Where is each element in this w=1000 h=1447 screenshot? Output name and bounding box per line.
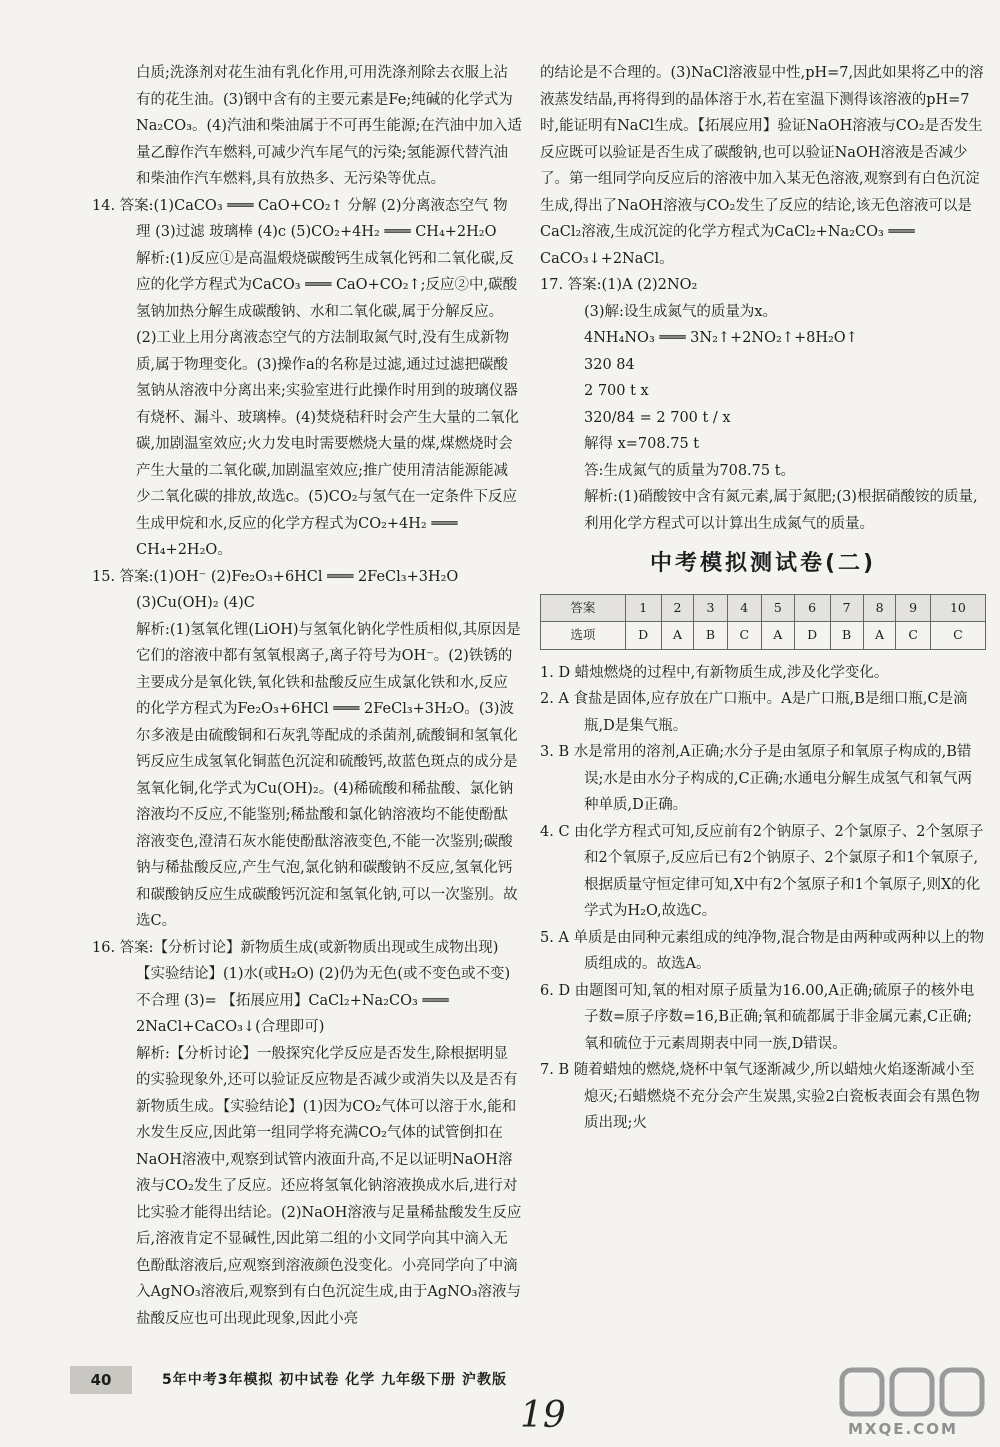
answer-paragraph: 320 84 [584, 356, 635, 373]
right-column-answers [540, 60, 986, 537]
answer-paragraph: 解析:(1)硝酸铵中含有氮元素,属于氮肥;(3)根据硝酸铵的质量,利用化学方程式可以计算出生成氮气的质量。 [584, 489, 978, 532]
question-number: 5 [761, 594, 794, 622]
explanation-paragraph: 5. A 单质是由同种元素组成的纯净物,混合物是由两种或两种以上的物质组成的。故选A。 [540, 929, 985, 972]
answer-table-header-label: 答案 [541, 594, 626, 622]
answer-paragraph: (3)解:设生成氮气的质量为x。 [584, 303, 778, 320]
answer-paragraph: 白质;洗涤剂对花生油有乳化作用,可用洗涤剂除去衣服上沾有的花生油。(3)钢中含有的主要元素是Fe;纯碱的化学式为Na₂CO₃。(4)汽油和柴油属于不可再生能源;在汽油中加入适量乙醇作汽车燃料,可减少汽车尾气的污染;氢能源代替汽油和柴油作汽车燃料,具有放热多、无污染等优点。 [136, 65, 522, 187]
answer-table-choice-row [541, 622, 986, 650]
question-number: 1 [625, 594, 661, 622]
question-number: 8 [863, 594, 896, 622]
answer-paragraph: 14. 答案:(1)CaCO₃ ═══ CaO+CO₂↑ 分解 (2)分离液态空气 物理 (3)过滤 玻璃棒 (4)c (5)CO₂+4H₂ ═══ CH₄+2H₂O [92, 197, 508, 240]
explanation-paragraph: 4. C 由化学方程式可知,反应前有2个钠原子、2个氯原子、2个氢原子和2个氧原子,反应后已有2个钠原子、2个氯原子和1个氧原子,根据质量守恒定律可知,X中有2个氢原子和1个氧原子,则X的化学式为H₂O,故选C。 [540, 823, 984, 919]
answer-paragraph: 的结论是不合理的。(3)NaCl溶液显中性,pH=7,因此如果将乙中的溶液蒸发结晶,再将得到的晶体溶于水,若在室温下测得该溶液的pH=7时,能证明有NaCl生成。【拓展应用】验证NaOH溶液与CO₂是否发生反应既可以验证是否生成了碳酸钠,也可以验证NaOH溶液是否减少了。第一组同学向反应后的溶液中加入某无色溶液,观察到有白色沉淀生成,得出了NaOH溶液与CO₂发生了反应的结论,该无色溶液可以是CaCl₂溶液,生成沉淀的化学方程式为CaCl₂+Na₂CO₃ ═══ CaCO₃↓+2NaCl。 [540, 65, 984, 267]
question-number: 9 [896, 594, 930, 622]
page-footer [70, 1366, 950, 1394]
left-column [92, 60, 522, 1332]
answer-choice: B [830, 622, 863, 650]
question-number: 6 [794, 594, 830, 622]
answer-choice: A [863, 622, 896, 650]
answer-paragraph: 解析:【分析讨论】一般探究化学反应是否发生,除根据明显的实验现象外,还可以验证反应物是否减少或消失以及是否有新物质生成。【实验结论】(1)因为CO₂气体可以溶于水,能和水发生反应,因此第一组同学将充满CO₂气体的试管倒扣在NaOH溶液中,观察到试管内液面升高,不足以证明NaOH溶液与CO₂发生了反应。还应将氢氧化钠溶液换成水后,进行对比实验才能得出结论。(2)NaOH溶液与足量稀盐酸发生反应后,溶液肯定不显碱性,因此第二组的小文同学向其中滴入无色酚酞溶液后,应观察到溶液颜色没变化。小亮同学向了中滴入AgNO₃溶液后,观察到有白色沉淀生成,由于AgNO₃溶液与盐酸反应也可出现此现象,因此小亮 [136, 1045, 522, 1327]
explanation-paragraph: 3. B 水是常用的溶剂,A正确;水分子是由氢原子和氧原子构成的,B错误;水是由水分子构成的,C正确;水通电分解生成氢气和氧气两种单质,D正确。 [540, 744, 972, 813]
question-number: 2 [661, 594, 694, 622]
answer-paragraph: 16. 答案:【分析讨论】新物质生成(或新物质出现或生成物出现) 【实验结论】(1)水(或H₂O) (2)仍为无色(或不变色或不变) 不合理 (3)= 【拓展应用】CaCl₂+Na₂CO₃ ═══ 2NaCl+CaCO₃↓(合理即可) [92, 939, 511, 1035]
handwritten-page-mark: 19 [520, 1395, 566, 1436]
explanation-paragraph: 1. D 蜡烛燃烧的过程中,有新物质生成,涉及化学变化。 [540, 664, 889, 681]
answer-paragraph: 解得 x=708.75 t [584, 436, 700, 452]
answer-choice: A [761, 622, 794, 650]
answer-paragraph: 解析:(1)反应①是高温煅烧碳酸钙生成氧化钙和二氧化碳,反应的化学方程式为CaCO₃ ═══ CaO+CO₂↑;反应②中,碳酸氢钠加热分解生成碳酸钠、水和二氧化碳,属于分解反应。(2)工业上用分离液态空气的方法制取氮气时,没有生成新物质,属于物理变化。(3)操作a的名称是过滤,通过过滤把碳酸氢钠从溶液中分离出来;实验室进行此操作时用到的玻璃仪器有烧杯、漏斗、玻璃棒。(4)焚烧秸秆时会产生大量的二氧化碳,加剧温室效应;火力发电时需要燃烧大量的煤,煤燃烧时会产生大量的二氧化碳,加剧温室效应;推广使用清洁能源能减少二氧化碳的排放,故选c。(5)CO₂与氢气在一定条件下反应生成甲烷和水,反应的化学方程式为CO₂+4H₂ ═══ CH₄+2H₂O。 [136, 250, 520, 558]
question-number: 7 [830, 594, 863, 622]
answer-table-number-row [541, 594, 986, 622]
question-number: 3 [694, 594, 727, 622]
answer-choice: D [625, 622, 661, 650]
answer-choice: D [794, 622, 830, 650]
answer-choice: A [661, 622, 694, 650]
question-number: 10 [930, 594, 985, 622]
answer-paragraph: 2 700 t x [584, 383, 649, 399]
explanation-paragraph: 2. A 食盐是固体,应存放在广口瓶中。A是广口瓶,B是细口瓶,C是滴瓶,D是集气瓶。 [540, 691, 968, 734]
section-title: 中考模拟测试卷(二) [649, 551, 877, 576]
answer-choice: C [930, 622, 985, 650]
section-title-wrap [540, 549, 986, 580]
question-number: 4 [727, 594, 761, 622]
answer-choice: C [727, 622, 761, 650]
right-column-explanations [540, 660, 986, 1137]
page-number: 40 [70, 1366, 132, 1394]
answer-choice: C [896, 622, 930, 650]
explanation-paragraph: 7. B 随着蜡烛的燃烧,烧杯中氧气逐渐减少,所以蜡烛火焰逐渐减小至熄灭;石蜡燃烧不充分会产生炭黑,实验2白瓷板表面会有黑色物质出现;火 [540, 1062, 980, 1131]
answer-paragraph: 4NH₄NO₃ ═══ 3N₂↑+2NO₂↑+8H₂O↑ [584, 330, 858, 346]
right-column [540, 60, 986, 1137]
answer-paragraph: 320/84 = 2 700 t / x [584, 409, 731, 426]
answer-table [540, 594, 986, 650]
answer-paragraph: 解析:(1)氢氧化锂(LiOH)与氢氧化钠化学性质相似,其原因是它们的溶液中都有氢氧根离子,离子符号为OH⁻。(2)铁锈的主要成分是氧化铁,氧化铁和盐酸反应生成氯化铁和水,反应的化学方程式为Fe₂O₃+6HCl ═══ 2FeCl₃+3H₂O。(3)波尔多液是由硫酸铜和石灰乳等配成的杀菌剂,硫酸铜和氢氧化钙反应生成氢氧化铜蓝色沉淀和硫酸钙,故蓝色斑点的成分是氢氧化铜,化学式为Cu(OH)₂。(4)稀硫酸和稀盐酸、氯化钠溶液均不反应,不能鉴别;稀盐酸和氯化钠溶液均不能使酚酞溶液变色,澄清石灰水能使酚酞溶液变色,不能一次鉴别;碳酸钠与稀盐酸反应,产生气泡,氯化钠和碳酸钠不反应,氢氧化钙和碳酸钠反应生成碳酸钙沉淀和氢氧化钠,可以一次鉴别。故选C。 [136, 621, 521, 929]
watermark-text: MXQE.COM [848, 1420, 958, 1438]
explanation-paragraph: 6. D 由题图可知,氧的相对原子质量为16.00,A正确;硫原子的核外电子数=原子序数=16,B正确;氧和硫都属于非金属元素,C正确;氧和硫位于元素周期表中同一族,D错误。 [540, 982, 975, 1052]
answer-table-choice-label: 选项 [541, 622, 626, 650]
answer-paragraph: 17. 答案:(1)A (2)2NO₂ [540, 277, 698, 293]
book-title: 5年中考3年模拟 初中试卷 化学 九年级下册 沪教版 [162, 1372, 507, 1388]
answer-choice: B [694, 622, 727, 650]
answer-paragraph: 答:生成氮气的质量为708.75 t。 [584, 462, 796, 479]
answer-paragraph: 15. 答案:(1)OH⁻ (2)Fe₂O₃+6HCl ═══ 2FeCl₃+3H₂O (3)Cu(OH)₂ (4)C [92, 568, 459, 611]
